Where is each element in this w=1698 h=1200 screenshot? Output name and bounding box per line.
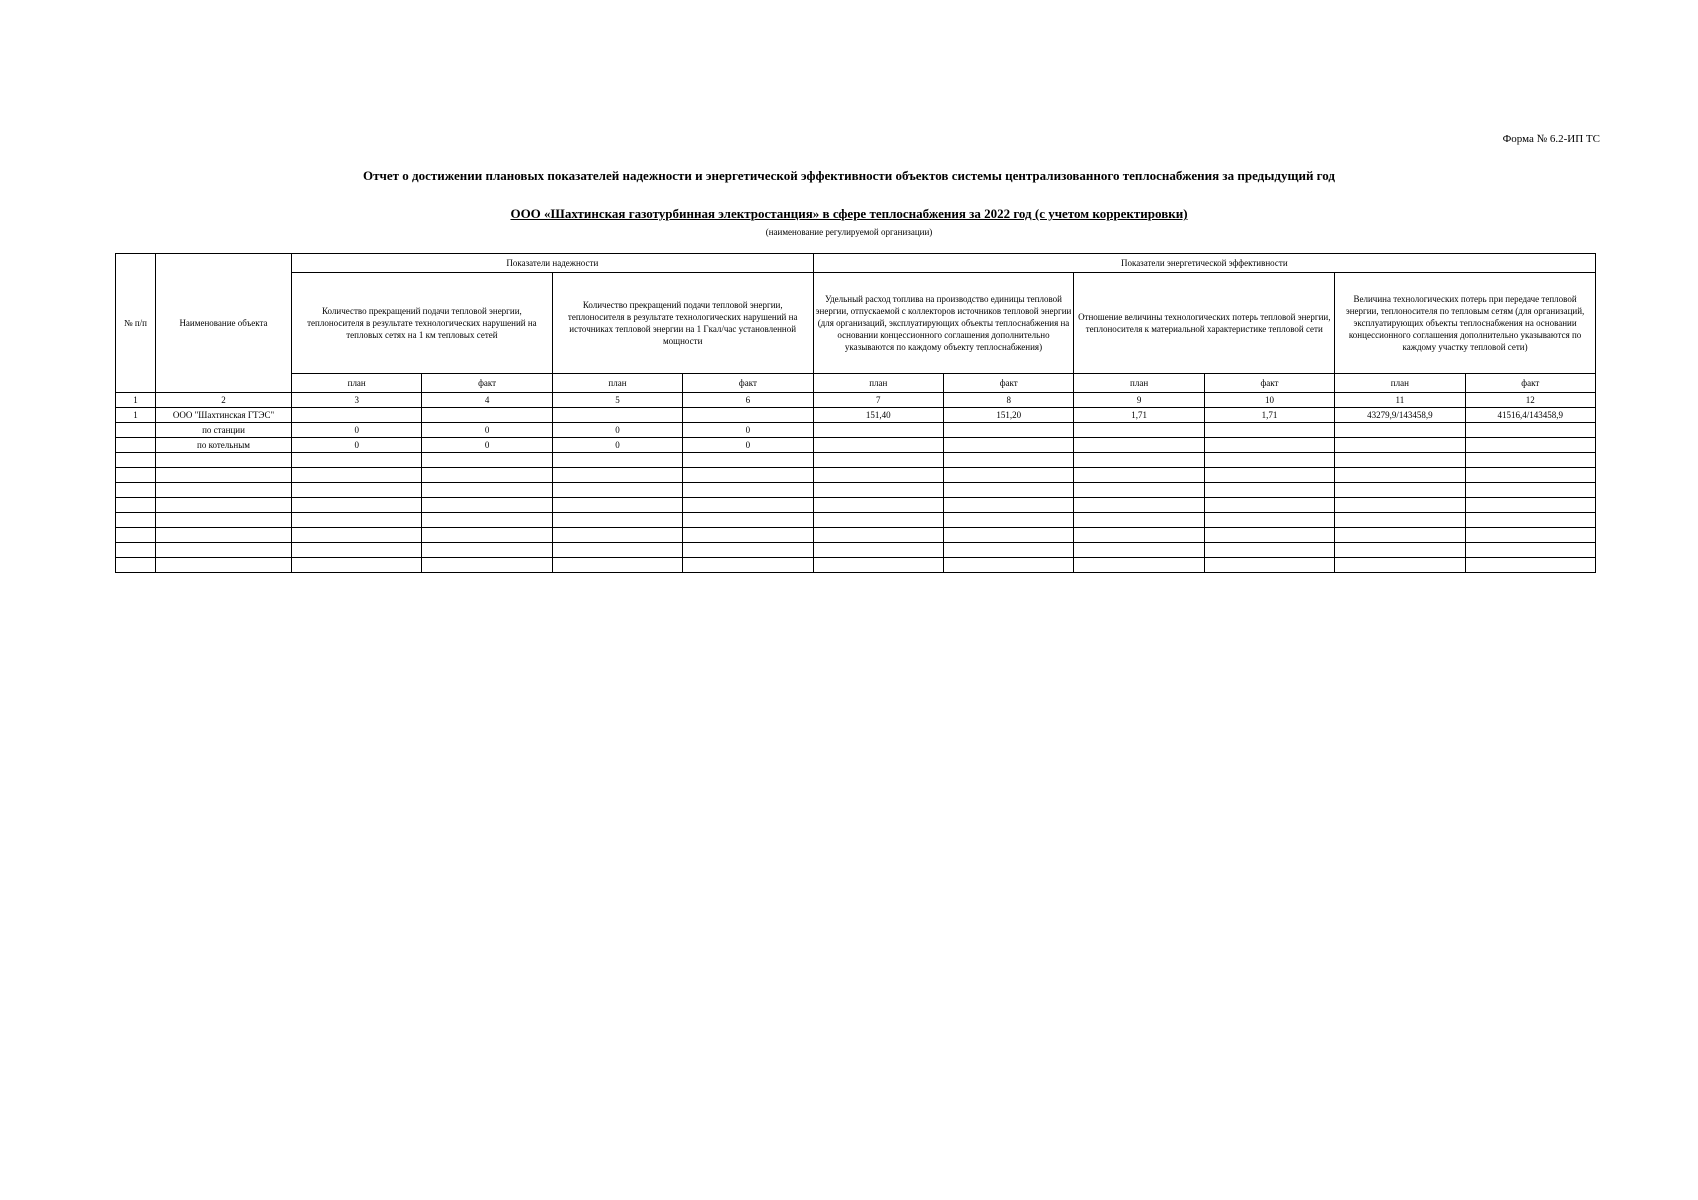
empty-cell [422, 513, 552, 528]
column-number-cell: 8 [944, 393, 1074, 408]
empty-cell [116, 483, 156, 498]
empty-cell [1335, 528, 1465, 543]
table-cell: 0 [683, 438, 813, 453]
table-cell [116, 438, 156, 453]
empty-cell [1204, 498, 1334, 513]
table-row [116, 423, 1596, 438]
empty-cell [422, 543, 552, 558]
table-cell: 41516,4/143458,9 [1465, 408, 1595, 423]
empty-cell [1465, 528, 1595, 543]
empty-cell [552, 513, 682, 528]
table-cell [1465, 438, 1595, 453]
empty-cell [422, 498, 552, 513]
empty-cell [1335, 453, 1465, 468]
empty-cell [422, 468, 552, 483]
empty-cell [944, 543, 1074, 558]
column-number-cell: 1 [116, 393, 156, 408]
empty-row [116, 543, 1596, 558]
table-cell: 1,71 [1074, 408, 1204, 423]
empty-cell [944, 558, 1074, 573]
empty-cell [1074, 453, 1204, 468]
empty-cell [156, 498, 292, 513]
empty-cell [683, 498, 813, 513]
empty-cell [552, 558, 682, 573]
table-cell [944, 438, 1074, 453]
empty-cell [292, 558, 422, 573]
empty-cell [813, 528, 943, 543]
table-cell [1074, 438, 1204, 453]
table-cell: 0 [552, 423, 682, 438]
table-cell: 0 [422, 423, 552, 438]
empty-cell [813, 558, 943, 573]
subheader-cell: факт [422, 374, 552, 393]
empty-cell [1074, 468, 1204, 483]
table-cell: 0 [292, 438, 422, 453]
empty-cell [944, 468, 1074, 483]
table-row [116, 408, 1596, 423]
empty-cell [156, 513, 292, 528]
header-indicator: Величина технологических потерь при передаче тепловой энергии, теплоносителя по тепловым сетям (для организаций, эксплуатирующих объекты теплоснабжения на основании концессионного соглашения дополнительно указываются по каждому участку тепловой сети) [1335, 273, 1596, 374]
empty-cell [422, 483, 552, 498]
empty-cell [1335, 558, 1465, 573]
empty-cell [1335, 543, 1465, 558]
empty-cell [1465, 483, 1595, 498]
empty-cell [1204, 483, 1334, 498]
empty-cell [1204, 513, 1334, 528]
column-number-cell: 4 [422, 393, 552, 408]
empty-cell [156, 558, 292, 573]
empty-cell [683, 528, 813, 543]
empty-cell [552, 453, 682, 468]
empty-cell [156, 468, 292, 483]
empty-row [116, 483, 1596, 498]
empty-cell [1204, 543, 1334, 558]
subheader-cell: факт [683, 374, 813, 393]
empty-cell [683, 453, 813, 468]
empty-cell [944, 498, 1074, 513]
empty-cell [422, 453, 552, 468]
table-cell [813, 438, 943, 453]
empty-row [116, 498, 1596, 513]
table-cell [1335, 438, 1465, 453]
column-number-cell: 2 [156, 393, 292, 408]
table-cell [1465, 423, 1595, 438]
table-cell [1074, 423, 1204, 438]
object-name-cell: ООО "Шахтинская ГТЭС" [156, 408, 292, 423]
empty-cell [116, 513, 156, 528]
empty-cell [944, 513, 1074, 528]
empty-cell [1074, 483, 1204, 498]
empty-cell [116, 498, 156, 513]
empty-cell [1204, 528, 1334, 543]
column-number-cell: 9 [1074, 393, 1204, 408]
header-indicator: Количество прекращений подачи тепловой энергии, теплоносителя в результате технологических нарушений на источниках тепловой энергии на 1 Гкал/час установленной мощности [552, 273, 813, 374]
header-energy-group: Показатели энергетической эффективности [813, 254, 1595, 273]
empty-cell [116, 543, 156, 558]
column-number-cell: 5 [552, 393, 682, 408]
column-number-cell: 6 [683, 393, 813, 408]
subheader-cell: факт [944, 374, 1074, 393]
header-number: № п/п [116, 254, 156, 393]
empty-cell [1465, 468, 1595, 483]
empty-cell [116, 468, 156, 483]
empty-cell [683, 543, 813, 558]
report-table [115, 253, 1596, 573]
empty-cell [683, 483, 813, 498]
empty-cell [1074, 558, 1204, 573]
empty-cell [292, 543, 422, 558]
table-cell [1204, 423, 1334, 438]
empty-cell [156, 543, 292, 558]
empty-cell [156, 528, 292, 543]
empty-cell [116, 558, 156, 573]
column-number-cell: 11 [1335, 393, 1465, 408]
empty-cell [1074, 513, 1204, 528]
empty-cell [1335, 498, 1465, 513]
empty-cell [156, 453, 292, 468]
empty-cell [422, 528, 552, 543]
empty-cell [683, 558, 813, 573]
table-cell: 1,71 [1204, 408, 1334, 423]
table-cell [813, 423, 943, 438]
table-cell [552, 408, 682, 423]
subheader-row [116, 374, 1596, 393]
empty-cell [813, 513, 943, 528]
empty-cell [292, 483, 422, 498]
empty-cell [944, 453, 1074, 468]
empty-cell [1335, 468, 1465, 483]
empty-cell [552, 468, 682, 483]
empty-cell [1335, 483, 1465, 498]
subheader-cell: план [813, 374, 943, 393]
empty-cell [552, 543, 682, 558]
empty-cell [1465, 498, 1595, 513]
empty-cell [1465, 453, 1595, 468]
empty-cell [944, 528, 1074, 543]
table-cell [1335, 423, 1465, 438]
empty-cell [552, 528, 682, 543]
column-number-cell: 12 [1465, 393, 1595, 408]
subheader-cell: план [1335, 374, 1465, 393]
empty-cell [1204, 453, 1334, 468]
empty-row [116, 558, 1596, 573]
empty-cell [552, 483, 682, 498]
header-indicator: Удельный расход топлива на производство единицы тепловой энергии, отпускаемой с коллекторов источников тепловой энергии (для организаций, эксплуатирующих объекты теплоснабжения на основании концессионного соглашения дополнительно указываются по каждому объекту теплоснабжения) [813, 273, 1074, 374]
table-cell: 0 [683, 423, 813, 438]
empty-cell [1074, 528, 1204, 543]
table-cell: 43279,9/143458,9 [1335, 408, 1465, 423]
subheader-cell: факт [1465, 374, 1595, 393]
empty-cell [813, 453, 943, 468]
table-cell: 0 [552, 438, 682, 453]
empty-cell [292, 513, 422, 528]
empty-cell [944, 483, 1074, 498]
table-cell: 1 [116, 408, 156, 423]
table-cell [422, 408, 552, 423]
header-indicator: Количество прекращений подачи тепловой энергии, теплоносителя в результате технологических нарушений на тепловых сетях на 1 км тепловых сетей [292, 273, 553, 374]
table-cell [292, 408, 422, 423]
table-body [116, 393, 1596, 573]
empty-cell [1465, 543, 1595, 558]
object-name-cell: по котельным [156, 438, 292, 453]
table-cell: 151,20 [944, 408, 1074, 423]
empty-cell [156, 483, 292, 498]
header-object-name: Наименование объекта [156, 254, 292, 393]
empty-row [116, 468, 1596, 483]
table-cell: 151,40 [813, 408, 943, 423]
header-reliability-group: Показатели надежности [292, 254, 814, 273]
empty-row [116, 513, 1596, 528]
empty-row [116, 453, 1596, 468]
table-cell [116, 423, 156, 438]
empty-cell [552, 498, 682, 513]
subheader-cell: план [1074, 374, 1204, 393]
subheader-cell: факт [1204, 374, 1334, 393]
form-number: Форма № 6.2-ИП ТС [1502, 133, 1600, 145]
empty-cell [1204, 558, 1334, 573]
empty-cell [292, 498, 422, 513]
column-number-cell: 10 [1204, 393, 1334, 408]
empty-row [116, 528, 1596, 543]
table-cell [944, 423, 1074, 438]
empty-cell [1204, 468, 1334, 483]
table-row [116, 438, 1596, 453]
empty-cell [813, 483, 943, 498]
empty-cell [1465, 513, 1595, 528]
table-cell [683, 408, 813, 423]
report-title: Отчет о достижении плановых показателей надежности и энергетической эффективности объектов системы централизованного теплоснабжения за предыдущий год [363, 168, 1335, 183]
organization-name: ООО «Шахтинская газотурбинная электростанция» в сфере теплоснабжения за 2022 год (с учетом корректировки) [510, 206, 1188, 221]
empty-cell [683, 513, 813, 528]
table-cell: 0 [292, 423, 422, 438]
object-name-cell: по станции [156, 423, 292, 438]
empty-cell [292, 528, 422, 543]
empty-cell [292, 453, 422, 468]
subheader-cell: план [552, 374, 682, 393]
empty-cell [1074, 543, 1204, 558]
empty-cell [1074, 498, 1204, 513]
empty-cell [1465, 558, 1595, 573]
table-cell [1204, 438, 1334, 453]
empty-cell [1335, 513, 1465, 528]
organization-caption: (наименование регулируемой организации) [765, 227, 933, 237]
empty-cell [683, 468, 813, 483]
empty-cell [422, 558, 552, 573]
empty-cell [116, 528, 156, 543]
table-cell: 0 [422, 438, 552, 453]
empty-cell [813, 468, 943, 483]
header-indicator: Отношение величины технологических потерь тепловой энергии, теплоносителя к материальной характеристике тепловой сети [1074, 273, 1335, 374]
subheader-cell: план [292, 374, 422, 393]
empty-cell [292, 468, 422, 483]
empty-cell [813, 498, 943, 513]
empty-cell [116, 453, 156, 468]
column-numbering-row [116, 393, 1596, 408]
column-number-cell: 7 [813, 393, 943, 408]
column-number-cell: 3 [292, 393, 422, 408]
empty-cell [813, 543, 943, 558]
